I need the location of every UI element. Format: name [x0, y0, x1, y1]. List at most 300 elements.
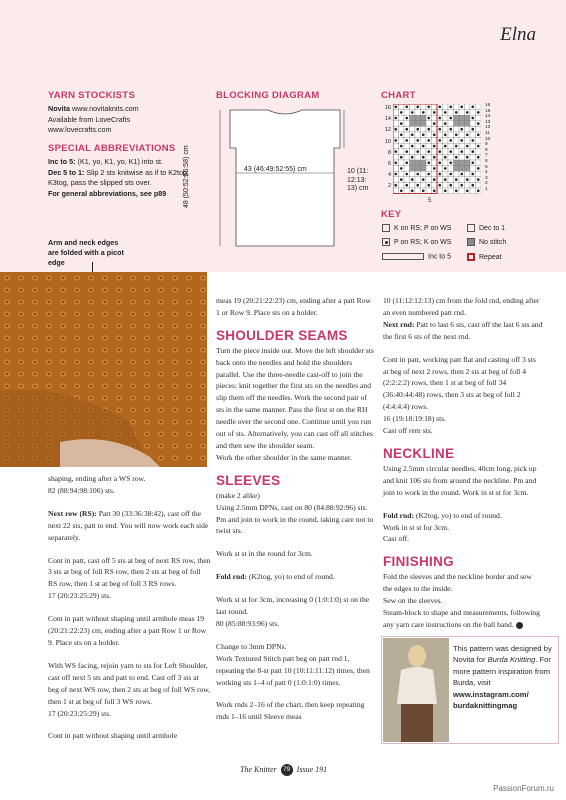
chart-dot — [438, 150, 441, 153]
height-label: 48 (50:52:55:58) cm — [183, 145, 190, 208]
chart-cell — [443, 115, 449, 121]
armhole-label-2: 12:13: — [347, 176, 367, 184]
chart-dot — [394, 117, 397, 120]
chart-cell — [404, 188, 410, 194]
key-heading: KEY — [381, 209, 402, 220]
chart-dot — [460, 150, 463, 153]
chart-dot — [400, 122, 403, 125]
chart-dot — [433, 145, 436, 148]
chart-dot — [433, 178, 436, 181]
key-item-dec — [467, 224, 505, 232]
col2-p0: meas 19 (20:21:22:23) cm, ending after a patt Row 1 or Row 9. Place sts on a holder. — [216, 296, 372, 317]
chart-cell — [399, 138, 405, 144]
chart-dot — [471, 162, 474, 165]
repeat-square-icon — [467, 253, 475, 261]
chart-dot — [427, 184, 430, 187]
chart-cell — [465, 166, 471, 172]
chart-cell — [421, 171, 427, 177]
chart-dot — [405, 173, 408, 176]
chart-dot — [455, 190, 458, 193]
key-item-nostitch — [467, 238, 506, 246]
chart-cell — [459, 110, 465, 116]
chart-dot — [422, 156, 425, 159]
chart-dot — [394, 184, 397, 187]
credit-l1: This pattern was designed by Novita for — [453, 644, 552, 665]
col1-p1a: shaping, ending after a WS row. — [48, 474, 146, 483]
chart-cell — [421, 166, 427, 172]
chart-row-label: 5 — [485, 164, 488, 170]
chart-cell — [448, 132, 454, 138]
chart-dot — [477, 190, 480, 193]
chart-dot — [433, 167, 436, 170]
fin-p1: Fold the sleeves and the neckline border and sew the edges to the inside. — [383, 572, 532, 594]
chart-dot — [411, 134, 414, 137]
chart-dot — [449, 139, 452, 142]
chart-cell — [459, 154, 465, 160]
chart-cell — [437, 154, 443, 160]
chart-dot — [444, 167, 447, 170]
chart-dot — [444, 145, 447, 148]
chart-cell — [415, 143, 421, 149]
chart-row-label: 4 — [387, 172, 391, 179]
chart-dot — [477, 111, 480, 114]
general-abbrev: For general abbreviations, see p89 — [48, 188, 167, 198]
chart-cell — [465, 138, 471, 144]
chart-cell — [476, 115, 482, 121]
col1-p1b: 82 (88:94:98:106) sts. — [48, 485, 115, 495]
col3-p0: 10 (11:12:12:13) cm from the fold rnd, ending after an even numbered patt rnd. — [383, 296, 540, 317]
chart-dot — [427, 139, 430, 142]
yarn-url2: www.lovecrafts.com — [48, 125, 112, 135]
chart-cell — [404, 121, 410, 127]
chart-row-label: 10 — [384, 138, 391, 145]
chart-cell — [410, 104, 416, 110]
chart-cell — [448, 121, 454, 127]
chart-dot — [460, 106, 463, 109]
chart-cell — [470, 154, 476, 160]
col3-p1: Cont in patt, working patt flat and casting off 3 sts at beg of next 2 rows, then 2 sts at beg of foll 4 (2:2:2:2) rows, then 1 st at beg of foll 34 (36:40:44:48) rows, then 3 sts at beg of foll 2 (4:4:4:4) rows. — [383, 354, 536, 412]
grey-square-icon — [467, 238, 475, 246]
chart-row-label: 4 — [485, 170, 488, 176]
chart-row-labels-right — [483, 103, 497, 193]
chart-dot — [400, 111, 403, 114]
chart-cell — [476, 126, 482, 132]
chart-cell — [448, 177, 454, 183]
chart-dot — [444, 111, 447, 114]
credit-url1[interactable]: www.instagram.com/ — [453, 689, 529, 699]
chart-row-label: 3 — [485, 175, 488, 181]
chart-cell — [410, 126, 416, 132]
chart-row-label: 10 — [485, 136, 491, 142]
footer-magazine: The Knitter — [240, 764, 277, 774]
chart-heading: CHART — [381, 90, 416, 101]
chart-cell — [454, 149, 460, 155]
chart-cell — [443, 138, 449, 144]
chart-cell — [454, 104, 460, 110]
chart-cell — [454, 182, 460, 188]
armhole-label-3: 13) cm — [347, 185, 369, 193]
chart-dot — [477, 122, 480, 125]
fold-label: Fold rnd: — [216, 572, 248, 582]
chart-cell — [410, 166, 416, 172]
chart-cell — [399, 149, 405, 155]
col1-next-label: Next row (RS): — [48, 508, 97, 518]
chart-dot — [444, 178, 447, 181]
chart-cell — [399, 182, 405, 188]
chart-dot — [449, 162, 452, 165]
chart-dot — [427, 150, 430, 153]
key-item-k — [382, 224, 451, 232]
chart-dot — [416, 173, 419, 176]
chart-cell — [415, 177, 421, 183]
chart-dot — [433, 111, 436, 114]
chart-cell — [421, 121, 427, 127]
chart-cell — [404, 177, 410, 183]
chart-dot — [438, 139, 441, 142]
chart-cell — [426, 132, 432, 138]
caption-pointer — [92, 262, 93, 272]
chart-cell — [404, 143, 410, 149]
chart-cell — [410, 171, 416, 177]
chart-dot — [438, 117, 441, 120]
chart-cell — [393, 154, 399, 160]
chart-cell — [432, 115, 438, 121]
chart-dot — [405, 117, 408, 120]
chart-dot — [394, 106, 397, 109]
stitch-chart — [393, 104, 481, 194]
page-number: 79 — [281, 764, 293, 776]
sleeves-heading: SLEEVES — [216, 472, 281, 488]
chart-dot — [422, 145, 425, 148]
chart-dot — [416, 128, 419, 131]
plain-square-icon — [382, 224, 390, 232]
chart-dot — [394, 173, 397, 176]
chart-dot — [444, 122, 447, 125]
chart-cell — [448, 154, 454, 160]
chart-cell — [476, 182, 482, 188]
chart-dot — [394, 139, 397, 142]
chart-dot — [427, 173, 430, 176]
chart-dot — [416, 139, 419, 142]
col1-p5: With WS facing, rejoin yarn to sts for Left Shoulder, cast off next 5 sts and patt to end. Cast off 3 sts at beg of next WS row, then 2 sts at beg of foll WS row, then 1 st at beg of foll 3 WS rows. — [48, 660, 211, 706]
chart-cell — [393, 110, 399, 116]
chart-cell — [448, 143, 454, 149]
model-figure — [383, 638, 449, 742]
sleeves-p3: Pm and join to work in the round, taking care not to twist sts. — [216, 514, 374, 536]
blocking-diagram — [200, 98, 370, 268]
chart-cell — [432, 104, 438, 110]
chart-cell — [470, 177, 476, 183]
chart-cell — [432, 182, 438, 188]
chart-dot — [455, 145, 458, 148]
inc-text: (K1, yo, K1, yo, K1) into st. — [75, 157, 164, 166]
chart-cell — [443, 104, 449, 110]
chart-cell — [437, 143, 443, 149]
col3-p1c: Cast off rem sts. — [383, 426, 433, 436]
chart-row-label: 12 — [384, 127, 391, 134]
chart-dot — [433, 190, 436, 193]
chart-dot — [427, 128, 430, 131]
chart-dot — [460, 128, 463, 131]
chart-cell — [399, 115, 405, 121]
neckline-heading: NECKLINE — [383, 445, 455, 461]
dot-square-icon — [382, 238, 390, 246]
chart-row-labels-left — [381, 103, 393, 193]
chart-cell — [437, 121, 443, 127]
chart-cell — [476, 138, 482, 144]
chart-dot — [449, 150, 452, 153]
chart-dot — [405, 139, 408, 142]
chart-dot — [477, 145, 480, 148]
key-item-inc — [382, 253, 451, 260]
dec-text: Slip 2 sts knitwise as if to K2tog, K3tog, pass the slipped sts over. — [48, 167, 190, 188]
chart-cell — [443, 160, 449, 166]
chart-dot — [466, 111, 469, 114]
chart-dot — [471, 139, 474, 142]
chart-cell — [470, 188, 476, 194]
col1-p4: Cont in patt without shaping until armhole meas 19 (20:21:22:23) cm, ending after a patt Row 1 or Row 9. Place sts on a holder. — [48, 614, 207, 647]
sleeves-p2: Using 2.5mm DPNs, cast on 80 (84:88:92:96) sts. — [216, 502, 368, 512]
chart-cell — [426, 143, 432, 149]
chart-row-label: 16 — [384, 105, 391, 111]
chart-cell — [432, 160, 438, 166]
chart-dot — [433, 134, 436, 137]
chart-dot — [477, 156, 480, 159]
col3-next-label: Next rnd: — [383, 319, 415, 329]
chart-row-label: 6 — [387, 160, 391, 167]
chart-dot — [411, 190, 414, 193]
chart-dot — [449, 106, 452, 109]
chart-cell — [476, 171, 482, 177]
chart-cell — [476, 149, 482, 155]
chart-cell — [399, 160, 405, 166]
chart-cell — [432, 171, 438, 177]
chart-cell — [465, 149, 471, 155]
chart-dot — [471, 117, 474, 120]
chart-dot — [471, 106, 474, 109]
chart-dot — [394, 128, 397, 131]
chart-cell — [415, 160, 421, 166]
chart-dot — [444, 134, 447, 137]
chart-cell — [393, 143, 399, 149]
yarn-brand: Novita — [48, 104, 70, 113]
chart-cell — [459, 132, 465, 138]
col1-p3b: 17 (20:23:25:29) sts. — [48, 591, 112, 601]
chart-dot — [400, 145, 403, 148]
photo-caption: Arm and neck edges are folded with a picot edge — [48, 238, 124, 267]
chart-cell — [437, 166, 443, 172]
chart-cell — [465, 160, 471, 166]
chart-dot — [400, 190, 403, 193]
chart-row-label: 11 — [485, 130, 490, 136]
chart-dot — [427, 162, 430, 165]
column-2 — [216, 295, 376, 734]
chart-dot — [427, 117, 430, 120]
chart-cell — [410, 182, 416, 188]
chart-row-label: 16 — [485, 103, 491, 108]
chart-col-label: 5 — [428, 198, 432, 204]
chart-cell — [426, 110, 432, 116]
chart-cell — [443, 126, 449, 132]
sweater-photo — [0, 272, 207, 467]
chart-cell — [459, 121, 465, 127]
col1-p6: Cont in patt without shaping until armhole — [48, 731, 178, 741]
chart-cell — [426, 154, 432, 160]
sleeves-p5: Work st st for 3cm, increasing 0 (1:0:1:0) st on the last round. — [216, 595, 370, 617]
key-label-nostitch: No stitch — [479, 238, 507, 246]
chart-row-label: 15 — [485, 108, 491, 114]
watermark: PassionForum.ru — [493, 784, 554, 793]
chart-cell — [415, 121, 421, 127]
chart-cell — [448, 166, 454, 172]
col3-next-text: Patt to last 6 sts, cast off the last 6 sts and the first 6 sts of the next rnd. — [383, 319, 543, 341]
key-item-p — [382, 238, 451, 246]
chart-dot — [471, 173, 474, 176]
end-mark-icon — [516, 622, 523, 629]
chart-dot — [449, 173, 452, 176]
chart-dot — [411, 111, 414, 114]
credit-url2[interactable]: burdaknittingmag — [453, 701, 518, 711]
key-label-dec: Dec to 1 — [479, 224, 506, 232]
sleeves-p8: Work rnds 2–16 of the chart, then keep repeating rnds 1–16 until Sleeve meas — [216, 700, 365, 722]
chart-cell — [470, 121, 476, 127]
chart-dot — [416, 150, 419, 153]
model-photo — [383, 638, 449, 742]
key-item-repeat — [467, 253, 502, 261]
column-3 — [383, 295, 543, 631]
credit-text — [453, 643, 558, 711]
sleeves-p1: (make 2 alike) — [216, 490, 260, 500]
chart-dot — [416, 106, 419, 109]
yarn-stockists — [48, 90, 208, 136]
chart-dot — [405, 184, 408, 187]
chart-cell — [426, 166, 432, 172]
sleeves-p5b: 80 (85:88:93:96) sts. — [216, 618, 280, 628]
chart-cell — [421, 160, 427, 166]
chart-dot — [471, 184, 474, 187]
sleeves-p7: Work Textured Stitch patt beg on patt rnd 1, repeating the 8-st patt 10 (10:11:11:12) times, then working sts 1–4 of patt 0 (1:0:1:0) times. — [216, 653, 370, 687]
chart-row-label: 14 — [485, 114, 491, 120]
neck-p2: Work in st st for 3cm. — [383, 522, 450, 532]
chart-row-label: 2 — [387, 183, 391, 190]
chart-dot — [394, 150, 397, 153]
chart-cell — [454, 138, 460, 144]
footer-issue: Issue 191 — [296, 764, 328, 774]
chart-dot — [394, 162, 397, 165]
chart-dot — [400, 156, 403, 159]
chart-row-label: 14 — [384, 116, 391, 123]
chart-dot — [427, 106, 430, 109]
chart-dot — [405, 128, 408, 131]
neck-p3: Cast off. — [383, 534, 410, 544]
yarn-heading: YARN STOCKISTS — [48, 90, 136, 101]
chart-cell — [410, 138, 416, 144]
chart-cell — [432, 149, 438, 155]
chart-dot — [411, 178, 414, 181]
sweater-outline — [230, 110, 340, 246]
chart-dot — [477, 178, 480, 181]
chart-cell — [404, 132, 410, 138]
chart-dot — [466, 134, 469, 137]
chart-cell — [454, 166, 460, 172]
chart-cell — [421, 115, 427, 121]
chart-row-label: 6 — [485, 158, 488, 164]
chart-cell — [454, 121, 460, 127]
sleeves-p6: Change to 3mm DPNs. — [216, 641, 287, 651]
shoulder-heading: SHOULDER SEAMS — [216, 327, 348, 343]
chart-dot — [455, 134, 458, 137]
chart-cell — [415, 166, 421, 172]
chart-dot — [455, 178, 458, 181]
neck-p1: Using 2.5mm circular needles, 40cm long, pick up and knit 106 sts from around the neckline. Pm and join to work in the round. Work in st st for 3cm. — [383, 463, 537, 497]
chart-cell — [465, 104, 471, 110]
chart-cell — [465, 171, 471, 177]
chart-row-label: 1 — [485, 186, 488, 192]
chart-dot — [444, 156, 447, 159]
chart-cell — [421, 126, 427, 132]
chart-cell — [415, 132, 421, 138]
abbrev-heading: SPECIAL ABBREVIATIONS — [48, 143, 176, 154]
chart-cell — [465, 121, 471, 127]
col1-p5b: 17 (20:23:25:29) sts. — [48, 708, 112, 718]
chart-row-label: 13 — [485, 119, 491, 125]
chart-dot — [477, 134, 480, 137]
chart-cell — [415, 188, 421, 194]
chart-cell — [426, 188, 432, 194]
col1-p2: Patt 30 (33:36:38:42), cast off the next 22 sts, patt to end. You will now work each side separately. — [48, 508, 209, 542]
chart-dot — [449, 117, 452, 120]
chart-dot — [438, 173, 441, 176]
chart-dot — [455, 111, 458, 114]
chart-dot — [460, 139, 463, 142]
chart-cell — [404, 110, 410, 116]
dec-label: Dec 5 to 1: — [48, 167, 85, 177]
chart-cell — [459, 166, 465, 172]
chart-cell — [393, 132, 399, 138]
chart-cell — [443, 182, 449, 188]
key-label-inc: Inc to 5 — [428, 253, 451, 261]
chart-cell — [393, 177, 399, 183]
credit-mag: Burda Knitting — [487, 655, 536, 665]
chart-dot — [471, 150, 474, 153]
chart-dot — [460, 184, 463, 187]
key-label-p: P on RS; K on WS — [394, 238, 452, 246]
chart-dot — [400, 134, 403, 137]
pattern-title: Elna — [500, 24, 536, 45]
chart-dot — [466, 178, 469, 181]
chart-dot — [471, 128, 474, 131]
chart-cell — [454, 171, 460, 177]
chart-dot — [433, 156, 436, 159]
chart-dot — [405, 162, 408, 165]
key-label-repeat: Repeat — [479, 253, 502, 261]
fin-p3: Steam-block to shape and measurements, following any yarn care instructions on the ball band. — [383, 607, 540, 629]
fin-p2: Sew on the sleeves. — [383, 596, 443, 606]
neck-fold-label: Fold rnd: — [383, 510, 415, 520]
chart-cell — [410, 121, 416, 127]
chart-dot — [422, 178, 425, 181]
knit-texture — [0, 272, 207, 467]
chart-cell — [421, 182, 427, 188]
chart-dot — [466, 156, 469, 159]
chart-row-label: 7 — [485, 153, 488, 159]
chart-dot — [416, 184, 419, 187]
chart-dot — [455, 156, 458, 159]
chart-cell — [437, 177, 443, 183]
chart-dot — [438, 184, 441, 187]
chart-cell — [426, 177, 432, 183]
chart-cell — [476, 160, 482, 166]
